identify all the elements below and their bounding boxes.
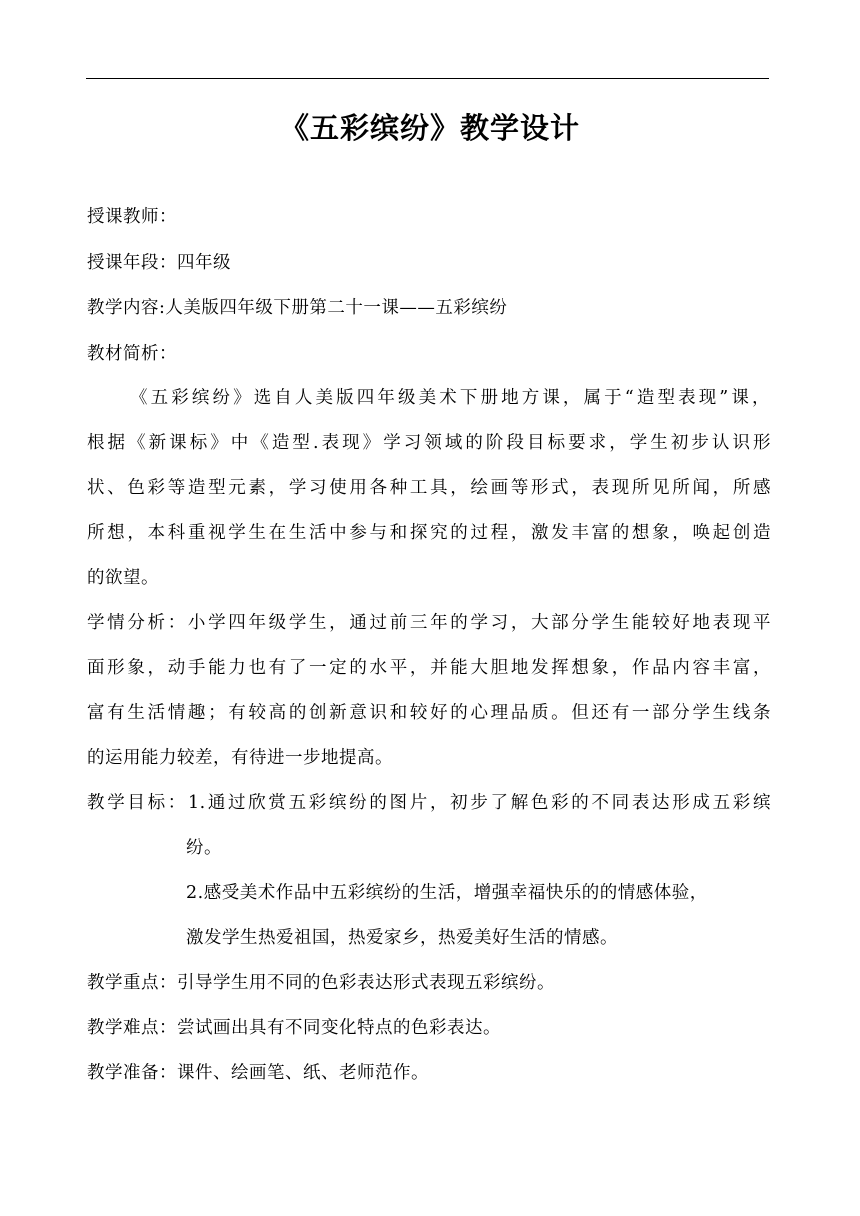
key-point: 教学重点：引导学生用不同的色彩表达形式表现五彩缤纷。 (87, 973, 555, 993)
goals-line: 纷。 (186, 838, 222, 858)
analysis-line: 的欲望。 (87, 568, 159, 588)
analysis-line: 状、色彩等造型元素，学习使用各种工具，绘画等形式，表现所见所闻，所感 (87, 478, 771, 498)
analysis-line: 《五彩缤纷》选自人美版四年级美术下册地方课，属于“造型表现”课， (130, 388, 770, 408)
students-line: 的运用能力较差，有待进一步地提高。 (87, 748, 393, 768)
goals-line: 教学目标：1.通过欣赏五彩缤纷的图片，初步了解色彩的不同表达形成五彩缤 (87, 793, 771, 813)
students-line: 富有生活情趣；有较高的创新意识和较好的心理品质。但还有一部分学生线条 (87, 703, 771, 723)
difficulty: 教学难点：尝试画出具有不同变化特点的色彩表达。 (87, 1018, 501, 1038)
header-rule (86, 78, 769, 79)
goals-line: 2.感受美术作品中五彩缤纷的生活，增强幸福快乐的的情感体验， (186, 883, 708, 903)
info-content: 教学内容:人美版四年级下册第二十一课——五彩缤纷 (87, 298, 508, 318)
students-line: 学情分析：小学四年级学生，通过前三年的学习，大部分学生能较好地表现平 (87, 613, 771, 633)
info-grade: 授课年段：四年级 (87, 253, 231, 273)
students-line: 面形象，动手能力也有了一定的水平，并能大胆地发挥想象，作品内容丰富， (87, 658, 771, 678)
goals-line: 激发学生热爱祖国，热爱家乡，热爱美好生活的情感。 (186, 928, 618, 948)
analysis-line: 根据《新课标》中《造型.表现》学习领域的阶段目标要求，学生初步认识形 (87, 433, 771, 453)
analysis-line: 所想，本科重视学生在生活中参与和探究的过程，激发丰富的想象，唤起创造 (87, 523, 771, 543)
info-teacher: 授课教师： (87, 207, 177, 227)
preparation: 教学准备：课件、绘画笔、纸、老师范作。 (87, 1063, 429, 1083)
document-title: 《五彩缤纷》教学设计 (279, 111, 580, 145)
analysis-heading: 教材简析： (87, 344, 177, 364)
